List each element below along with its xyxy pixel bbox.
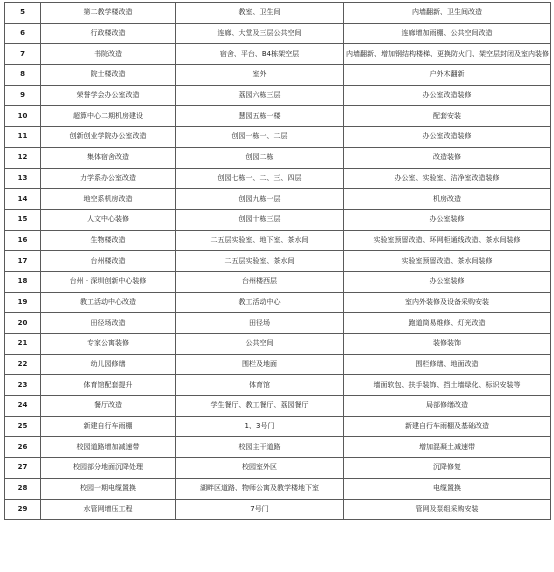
project-location-cell: 公共空间 [176,334,344,355]
project-location-cell: 二五层实验室、地下室、茶水间 [176,230,344,251]
row-number-cell: 8 [5,65,41,86]
project-name-cell: 人文中心装修 [41,209,176,230]
project-location-cell: 创园十栋三层 [176,209,344,230]
table-row [5,354,551,375]
project-content-cell: 户外木翻新 [344,65,551,86]
project-location-cell: 校园主干道路 [176,437,344,458]
project-location-cell: 教工活动中心 [176,292,344,313]
table-body [5,3,551,520]
table-row [5,127,551,148]
project-name-cell: 水管网增压工程 [41,499,176,520]
table-row [5,292,551,313]
project-name-cell: 教工活动中心改造 [41,292,176,313]
project-location-cell: 宿舍、平台、B4栋架空层 [176,44,344,65]
project-content-cell: 办公室装修 [344,271,551,292]
table-row [5,396,551,417]
row-number-cell: 20 [5,313,41,334]
project-content-cell: 局部修缮改造 [344,396,551,417]
row-number-cell: 27 [5,458,41,479]
table-row [5,375,551,396]
row-number-cell: 14 [5,189,41,210]
project-content-cell: 围栏修缮、地面改造 [344,354,551,375]
project-name-cell: 校园道路增加减速带 [41,437,176,458]
table-row [5,271,551,292]
project-location-cell: 创园九栋一层 [176,189,344,210]
project-name-cell: 第二教学楼改造 [41,3,176,24]
row-number-cell: 29 [5,499,41,520]
project-name-cell: 餐厅改造 [41,396,176,417]
table-row [5,85,551,106]
table-row [5,189,551,210]
project-content-cell: 办公室装修 [344,209,551,230]
row-number-cell: 17 [5,251,41,272]
project-location-cell: 创园七栋一、二、三、四层 [176,168,344,189]
project-content-cell: 实验室预留改造、茶水间装修 [344,251,551,272]
row-number-cell: 28 [5,478,41,499]
row-number-cell: 9 [5,85,41,106]
row-number-cell: 16 [5,230,41,251]
project-content-cell: 实验室预留改造、环网柜通线改造、茶水间装修 [344,230,551,251]
table-row [5,478,551,499]
project-content-cell: 跑道筒易维修、灯光改造 [344,313,551,334]
row-number-cell: 23 [5,375,41,396]
project-content-cell: 电缆置换 [344,478,551,499]
table-row [5,437,551,458]
project-name-cell: 台州楼改造 [41,251,176,272]
project-table [4,2,551,520]
project-location-cell: 荔园六栋三层 [176,85,344,106]
project-location-cell: 田径场 [176,313,344,334]
table-row [5,3,551,24]
project-location-cell: 创园二栋 [176,147,344,168]
project-content-cell: 机房改造 [344,189,551,210]
row-number-cell: 10 [5,106,41,127]
project-location-cell: 1、3号门 [176,416,344,437]
row-number-cell: 13 [5,168,41,189]
project-content-cell: 内墙翻新、卫生间改造 [344,3,551,24]
row-number-cell: 24 [5,396,41,417]
project-name-cell: 新建自行车雨棚 [41,416,176,437]
row-number-cell: 18 [5,271,41,292]
project-name-cell: 超算中心二期机房建设 [41,106,176,127]
project-content-cell: 内墙翻新、增加钢结构楼梯、更换防火门、架空层封闭及室内装修 [344,44,551,65]
row-number-cell: 22 [5,354,41,375]
project-name-cell: 幼儿园修缮 [41,354,176,375]
project-name-cell: 力学系办公室改造 [41,168,176,189]
project-location-cell: 慧园五栋一楼 [176,106,344,127]
row-number-cell: 11 [5,127,41,148]
project-content-cell: 墙面软包、扶手装饰、挡土墙绿化、标识安装等 [344,375,551,396]
table-row [5,416,551,437]
table-row [5,106,551,127]
project-content-cell: 增加混凝土减速带 [344,437,551,458]
row-number-cell: 25 [5,416,41,437]
row-number-cell: 12 [5,147,41,168]
project-name-cell: 台州 · 深圳创新中心装修 [41,271,176,292]
project-location-cell: 7号门 [176,499,344,520]
project-name-cell: 集体宿舍改造 [41,147,176,168]
project-content-cell: 改造装修 [344,147,551,168]
project-name-cell: 荣誉学会办公室改造 [41,85,176,106]
project-name-cell: 书院改造 [41,44,176,65]
project-name-cell: 专家公寓装修 [41,334,176,355]
table-row [5,168,551,189]
project-content-cell: 配套安装 [344,106,551,127]
project-content-cell: 装修装饰 [344,334,551,355]
project-name-cell: 院士楼改造 [41,65,176,86]
project-location-cell: 创园一栋一、二层 [176,127,344,148]
row-number-cell: 5 [5,3,41,24]
row-number-cell: 15 [5,209,41,230]
table-row [5,44,551,65]
project-name-cell: 地空系机房改造 [41,189,176,210]
project-location-cell: 室外 [176,65,344,86]
table-row [5,65,551,86]
project-content-cell: 新建自行车雨棚及基础改造 [344,416,551,437]
project-location-cell: 学生餐厅、教工餐厅、荔园餐厅 [176,396,344,417]
project-name-cell: 创新创业学院办公室改造 [41,127,176,148]
table-row [5,458,551,479]
project-content-cell: 办公室、实验室、洁净室改造装修 [344,168,551,189]
project-name-cell: 田径场改造 [41,313,176,334]
project-content-cell: 室内外装修及设备采购安装 [344,292,551,313]
row-number-cell: 6 [5,23,41,44]
project-content-cell: 连廊增加雨棚、公共空间改造 [344,23,551,44]
table-row [5,147,551,168]
project-name-cell: 生物楼改造 [41,230,176,251]
row-number-cell: 21 [5,334,41,355]
table-row [5,499,551,520]
project-content-cell: 办公室改造装修 [344,85,551,106]
table-row [5,313,551,334]
project-location-cell: 台州楼西层 [176,271,344,292]
row-number-cell: 19 [5,292,41,313]
project-content-cell: 沉降修复 [344,458,551,479]
project-location-cell: 二五层实验室、茶水间 [176,251,344,272]
table-row [5,251,551,272]
project-location-cell: 体育馆 [176,375,344,396]
project-content-cell: 管网及泵组采购安装 [344,499,551,520]
project-location-cell: 教室、卫生间 [176,3,344,24]
project-location-cell: 校园室外区 [176,458,344,479]
table-row [5,230,551,251]
table-row [5,334,551,355]
project-name-cell: 体育馆配套提升 [41,375,176,396]
table-row [5,209,551,230]
project-location-cell: 围栏及地面 [176,354,344,375]
row-number-cell: 7 [5,44,41,65]
project-name-cell: 校园一期电缆置换 [41,478,176,499]
table-row [5,23,551,44]
project-location-cell: 湖畔区道路、物师公寓及教学楼地下室 [176,478,344,499]
project-content-cell: 办公室改造装修 [344,127,551,148]
row-number-cell: 26 [5,437,41,458]
project-name-cell: 行政楼改造 [41,23,176,44]
project-location-cell: 连廊、大堂及三层公共空间 [176,23,344,44]
project-name-cell: 校园部分地面沉降处理 [41,458,176,479]
